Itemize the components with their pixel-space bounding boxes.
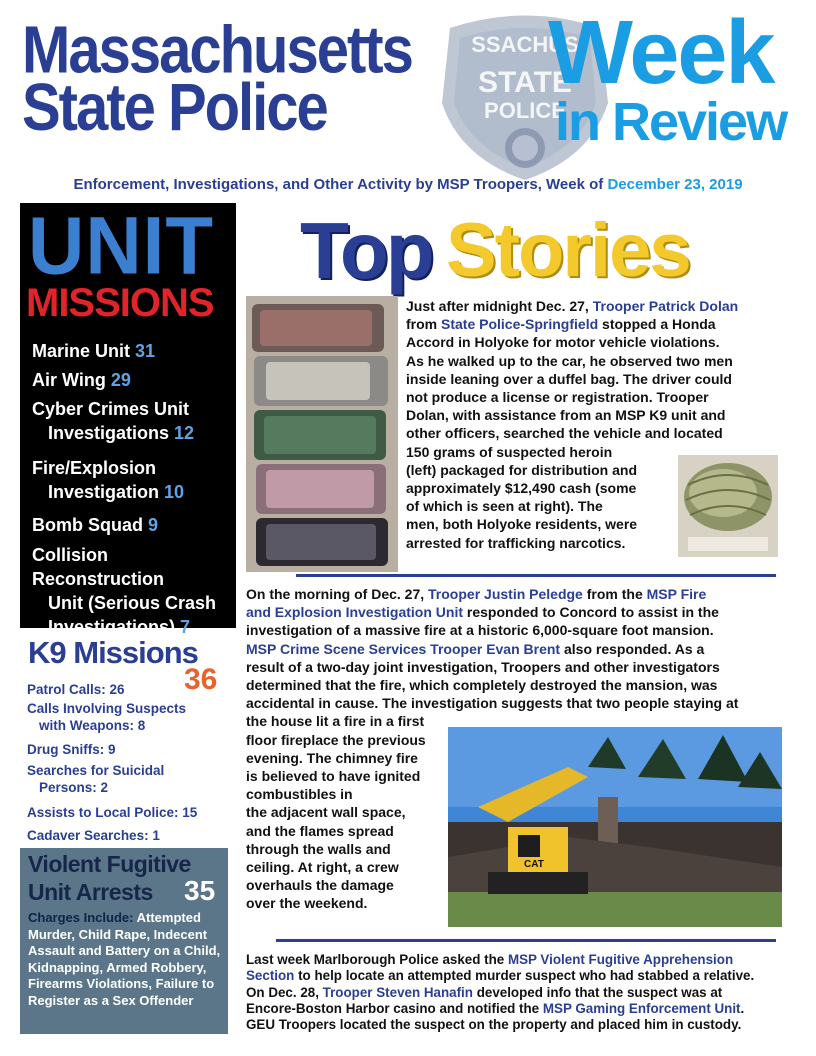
- svg-text:CAT: CAT: [524, 859, 544, 870]
- vfu-heading: Violent Fugitive Unit Arrests: [28, 851, 191, 905]
- unit-mission-item: Bomb Squad 9: [32, 515, 159, 535]
- vfu-total: 35: [184, 875, 216, 906]
- k9-item: Patrol Calls: 26: [27, 682, 125, 697]
- story-divider: [296, 574, 776, 577]
- unit-mission-item: Air Wing 29: [32, 370, 131, 390]
- k9-item: Calls Involving Suspects with Weapons: 8: [27, 701, 187, 733]
- missions-heading: MISSIONS: [26, 281, 214, 325]
- story-divider: [276, 939, 776, 942]
- k9-item: Assists to Local Police: 15: [27, 805, 198, 820]
- top-word: Top: [300, 206, 432, 295]
- svg-text:STATE: STATE: [478, 66, 572, 99]
- week-word: Week: [548, 3, 774, 103]
- k9-item: Cadaver Searches: 1: [27, 828, 160, 843]
- unit-heading: UNIT: [28, 198, 214, 292]
- k9-heading: K9 Missions: [28, 635, 198, 670]
- story-heroin-arrest: Just after midnight Dec. 27, Trooper Patrick Dolan from State Police-Springfield stopped a Honda Accord in Holyoke for motor vehicle violations. As he walked up to the car, he observed two men inside leaning over a duffel bag. The driver could not produce a license or registration. Trooper Dolan, with assistance from an MSP K9 unit and other officers, searched the vehicle and located 150 grams of suspected heroin (left) packaged for distribution and approximately $12,490 cash (some of which is seen at right). The men, both Holyoke residents, were arrested for trafficking narcotics.: [406, 298, 739, 551]
- unit-mission-item: Fire/Explosion Investigation 10: [32, 458, 185, 502]
- story-fugitive-casino: Last week Marlborough Police asked the MSP Violent Fugitive Apprehension Section to help locate an attempted murder suspect who had stabbed a relative. On Dec. 28, Trooper Steven Hanafin developed info that the suspect was at Encore-Boston Harbor casino and notified the MSP Gaming Enforcement Unit. GEU Troopers located the suspect on the property and placed him in custody.: [246, 952, 755, 1033]
- unit-mission-item: Collision Reconstruction Unit (Serious Crash Investigations) 7: [32, 545, 217, 637]
- heroin-packages-photo: [246, 296, 398, 572]
- k9-item: Searches for Suicidal Persons: 2: [27, 763, 165, 795]
- svg-text:SSACHUS: SSACHUS: [471, 32, 579, 57]
- unit-mission-item: Marine Unit 31: [32, 341, 156, 361]
- k9-total: 36: [184, 663, 218, 696]
- masthead-line-2: State Police: [22, 70, 327, 146]
- story-concord-fire: On the morning of Dec. 27, Trooper Justin Peledge from the MSP Fire and Explosion Investigation Unit responded to Concord to assist in the investigation of a massive fire at a historic 6,000-square foot mansion. MSP Crime Scene Services Trooper Evan Brent also responded. As a result of a two-day joint investigation, Troopers and other investigators determined that the fire, which completely destroyed the mansion, was accidental in cause. The investigation suggests that two people staying at the house lit a fire in a first floor fireplace the previous evening. The chimney fire is believed to have ignited combustibles in the adjacent wall space, and the flames spread through the walls and ceiling. At right, a crew overhauls the damage over the weekend.: [246, 586, 739, 912]
- k9-item: Drug Sniffs: 9: [27, 742, 116, 757]
- vfu-charges: Charges Include: Attempted Murder, Child Rape, Indecent Assault and Battery on a Child, Kidnapping, Armed Robbery, Firearms Violations, Failure to Register as a Sex Offender: [28, 910, 221, 1008]
- unit-mission-item: Cyber Crimes Unit Investigations 12: [32, 399, 195, 443]
- subtitle: [0, 176, 816, 193]
- svg-text:POLICE: POLICE: [484, 98, 566, 123]
- subtitle-text: Enforcement, Investigations, and Other Activity by MSP Troopers, Week of: [73, 176, 604, 193]
- issue-date: December 23, 2019: [607, 176, 743, 193]
- masthead-line-1: Massachusetts: [22, 12, 412, 88]
- masthead-title: [22, 12, 492, 146]
- stories-word: Stories: [446, 208, 690, 293]
- in-review-word: in Review: [555, 92, 787, 152]
